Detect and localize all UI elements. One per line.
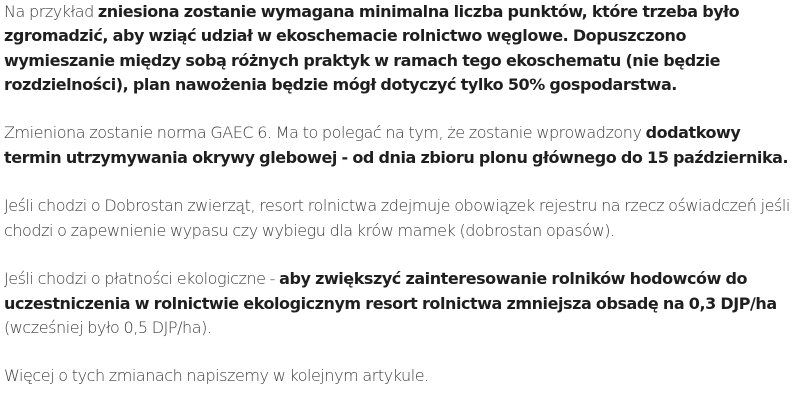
paragraph-bold-text: zniesiona zostanie wymagana minimalna liczba punktów, które trzeba było zgromadzić, aby wziąć udział w ekoschemacie rolnictwo węglowe. Dopuszczono wymieszanie między sobą różnych praktyk w ramach tego ekoschematu (nie będzie rozdzielności), plan nawożenia będzie mógł dotyczyć tylko 50% gospodarstwa. <box>4 2 740 94</box>
paragraph-animal-welfare <box>4 194 792 243</box>
paragraph-text: (wcześniej było 0,5 DJP/ha). <box>4 317 212 337</box>
paragraph-text: Jeśli chodzi o płatności ekologiczne - <box>4 269 280 289</box>
article-body <box>4 0 792 389</box>
paragraph-organic-payments <box>4 267 792 340</box>
paragraph-bold-text: dodatkowy termin utrzymywania okrywy glebowej - od dnia zbioru plonu głównego do 15 października. <box>4 123 789 167</box>
paragraph-text: Na przykład <box>4 2 98 21</box>
paragraph-closing <box>4 364 792 388</box>
paragraph-carbon-farming <box>4 0 792 97</box>
paragraph-text: Jeśli chodzi o Dobrostan zwierząt, resort rolnictwa zdejmuje obowiązek rejestru na rzecz oświadczeń jeśli chodzi o zapewnienie wypasu czy wybiegu dla krów mamek (dobrostan opasów). <box>4 196 790 240</box>
paragraph-bold-text: aby zwiększyć zainteresowanie rolników hodowców do uczestniczenia w rolnictwie ekologicznym resort rolnictwa zmniejsza obsadę na 0,3 DJP/ha <box>4 269 777 313</box>
paragraph-text: Więcej o tych zmianach napiszemy w kolejnym artykule. <box>4 366 429 386</box>
paragraph-gaec6 <box>4 121 792 170</box>
paragraph-text: Zmieniona zostanie norma GAEC 6. Ma to polegać na tym, że zostanie wprowadzony <box>4 123 646 143</box>
